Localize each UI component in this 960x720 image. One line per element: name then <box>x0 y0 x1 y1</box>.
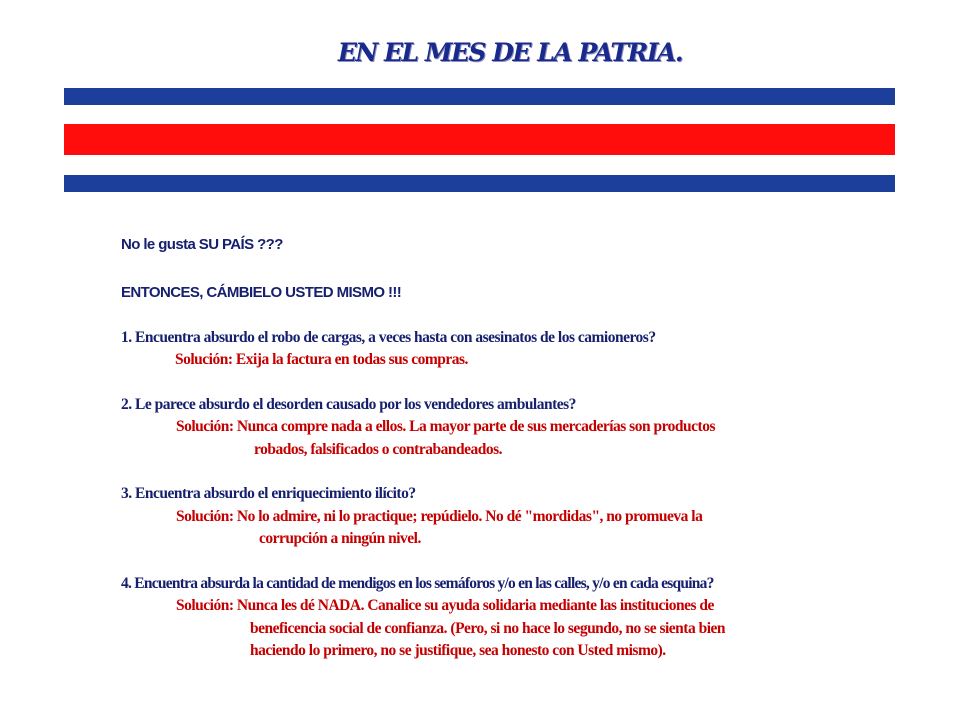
solution-4-line-2: beneficencia social de confianza. (Pero, si no hace lo segundo, no se sienta bien <box>250 620 726 637</box>
question-2: 2. Le parece absurdo el desorden causado por los vendedores ambulantes? <box>121 396 576 413</box>
intro-call-to-action: ENTONCES, CÁMBIELO USTED MISMO !!! <box>121 284 402 301</box>
flag-stripe-blue-bottom <box>64 175 895 192</box>
flag-stripe-red <box>64 124 895 155</box>
solution-2-line-2: robados, falsificados o contrabandeados. <box>254 441 502 458</box>
flag-stripe-blue-top <box>64 88 895 105</box>
question-1: 1. Encuentra absurdo el robo de cargas, a veces hasta con asesinatos de los camioneros? <box>121 329 656 346</box>
solution-2-line-1: Solución: Nunca compre nada a ellos. La mayor parte de sus mercaderías son productos <box>176 418 715 435</box>
question-3: 3. Encuentra absurdo el enriquecimiento ilícito? <box>121 485 416 502</box>
page-title: EN EL MES DE LA PATRIA. <box>337 38 683 67</box>
solution-4-line-3: haciendo lo primero, no se justifique, sea honesto con Usted mismo). <box>250 642 666 659</box>
solution-3-line-2: corrupción a ningún nivel. <box>259 530 421 547</box>
solution-1-line-1: Solución: Exija la factura en todas sus compras. <box>175 351 468 368</box>
intro-question: No le gusta SU PAÍS ??? <box>121 236 283 253</box>
solution-4-line-1: Solución: Nunca les dé NADA. Canalice su ayuda solidaria mediante las instituciones de <box>176 597 714 614</box>
solution-3-line-1: Solución: No lo admire, ni lo practique; repúdielo. No dé "mordidas", no promueva la <box>176 508 703 525</box>
question-4: 4. Encuentra absurda la cantidad de mendigos en los semáforos y/o en las calles, y/o en cada esquina? <box>121 575 714 592</box>
